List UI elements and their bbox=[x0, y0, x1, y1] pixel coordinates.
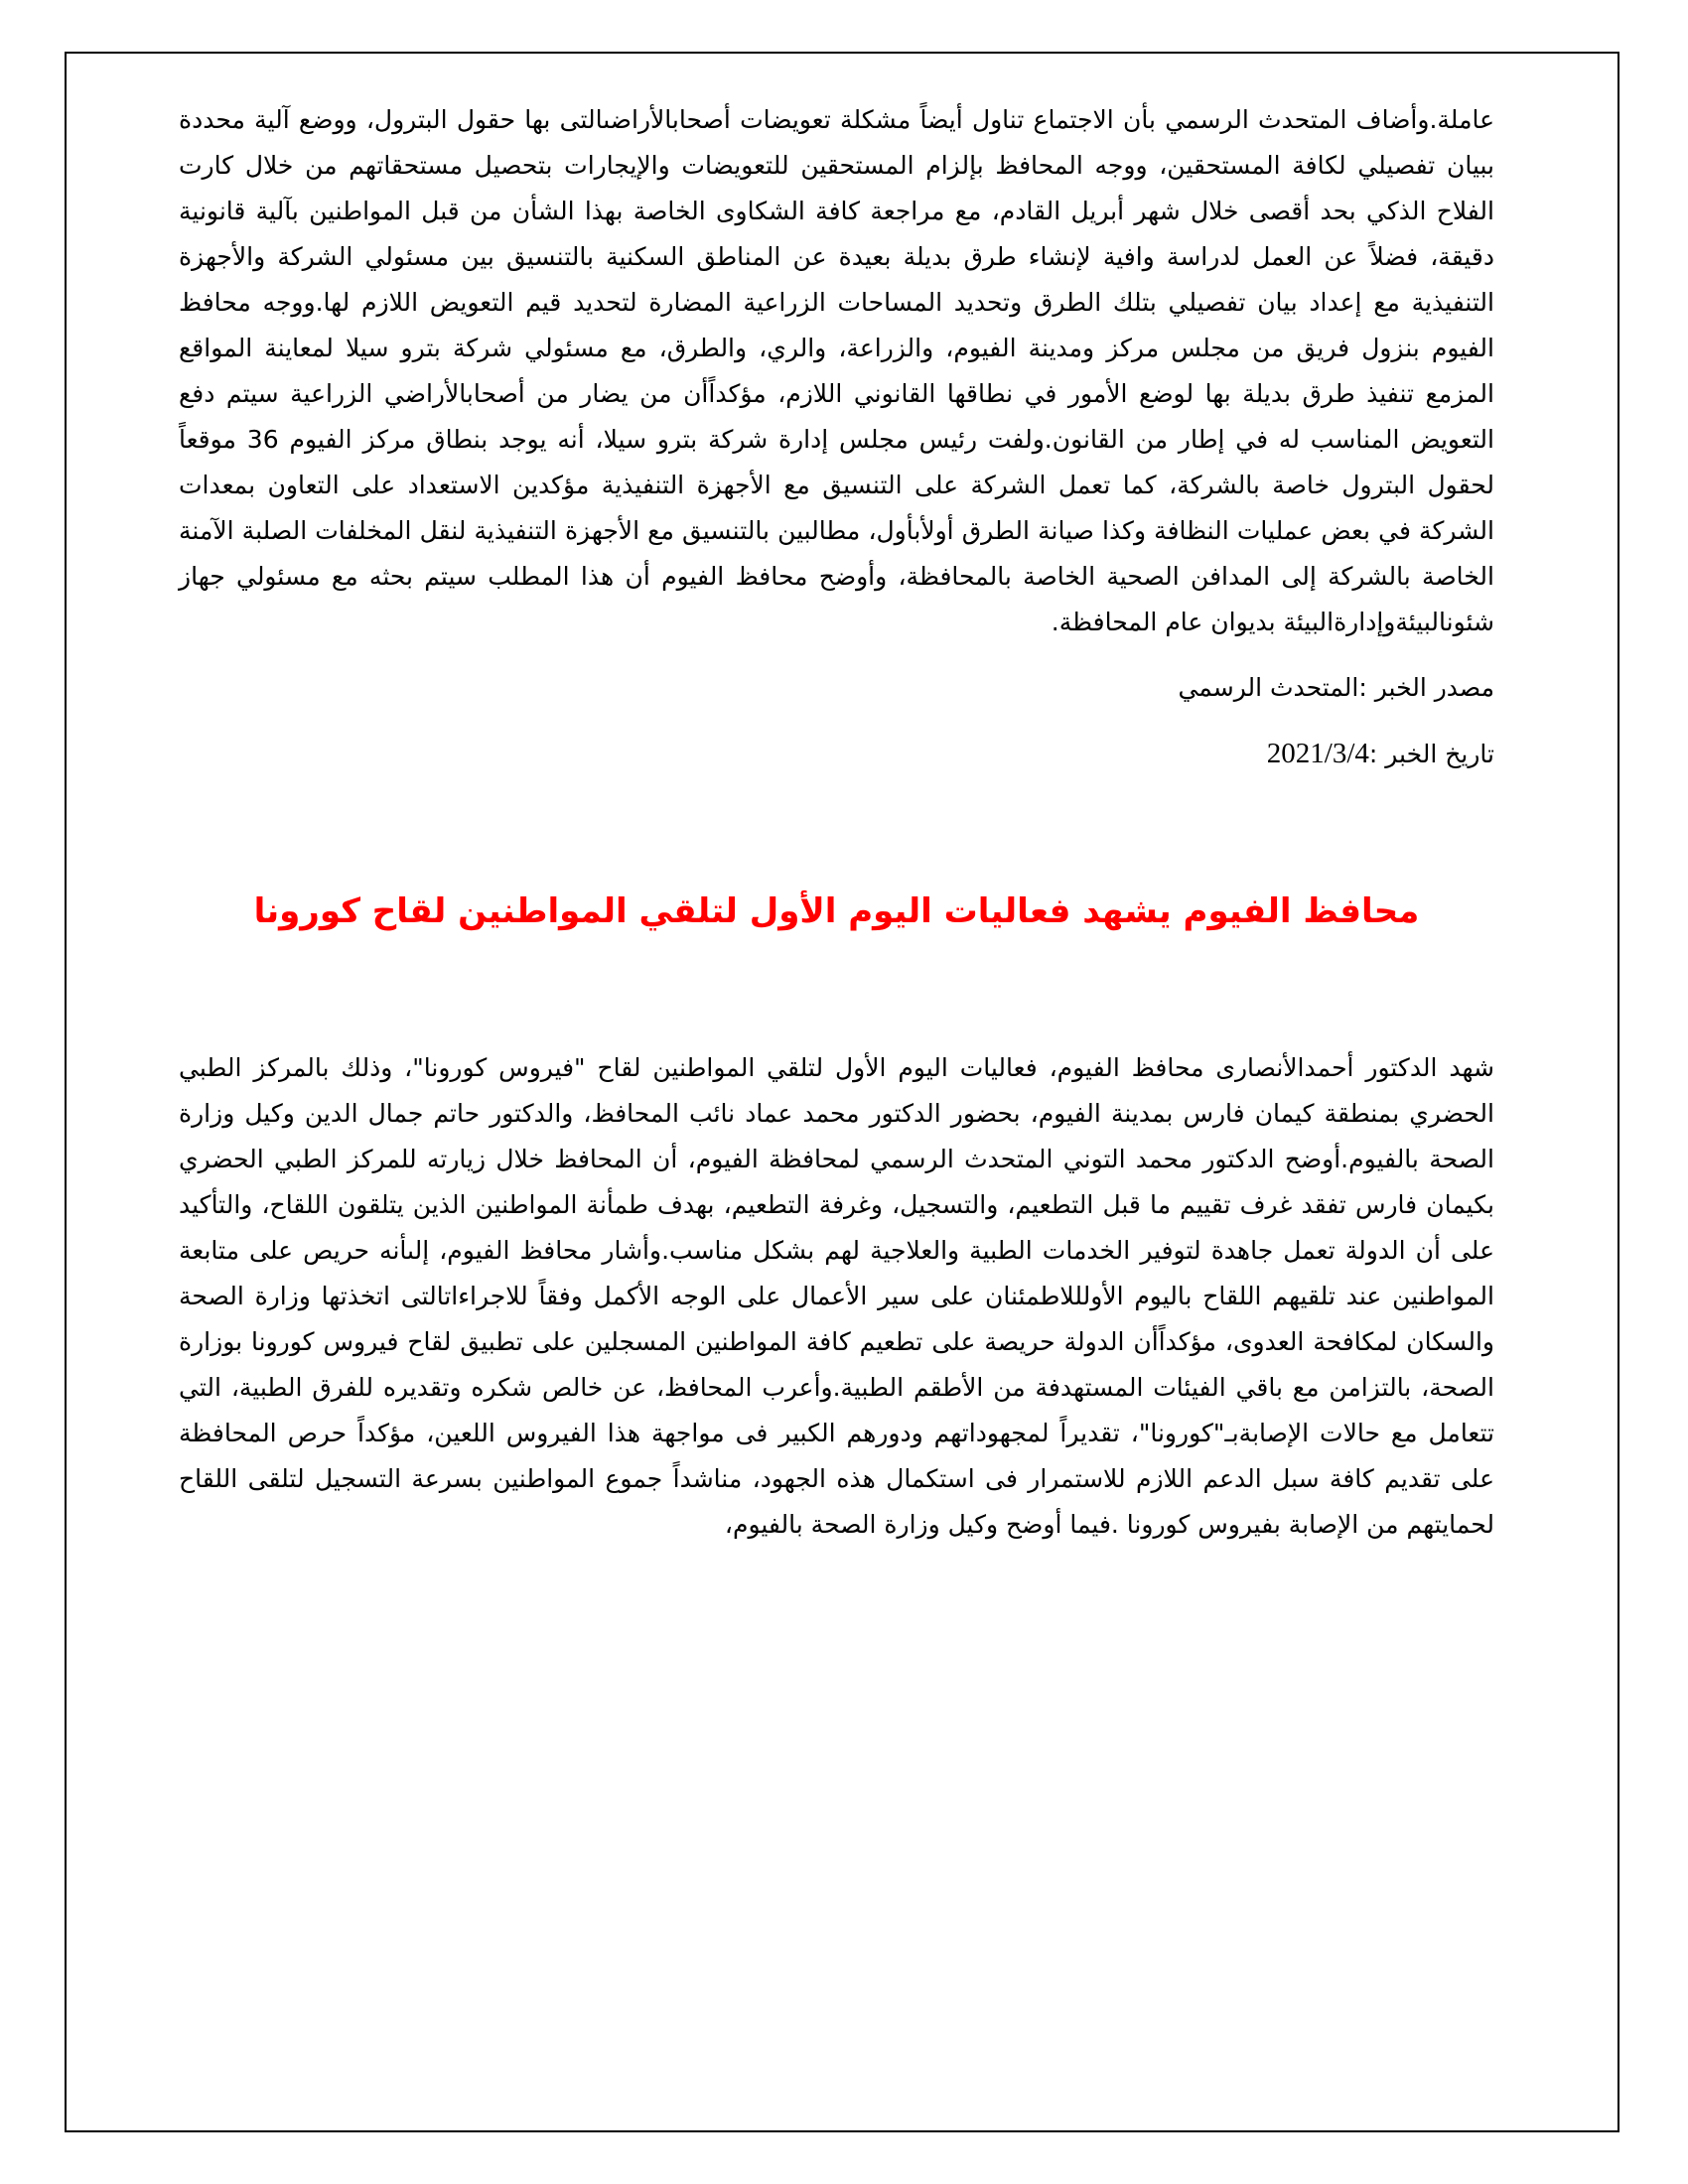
news-date-line bbox=[179, 731, 1494, 777]
news-source-value: المتحدث الرسمي bbox=[1178, 673, 1359, 702]
news-source-line bbox=[179, 665, 1494, 711]
news-date-value: 2021/3/4 bbox=[1266, 738, 1369, 769]
document-content bbox=[179, 97, 1494, 1548]
news-source-label: مصدر الخبر : bbox=[1358, 673, 1494, 702]
article-headline: محافظ الفيوم يشهد فعاليات اليوم الأول لتلقي المواطنين لقاح كورونا bbox=[253, 891, 1420, 931]
news-date-label: تاريخ الخبر : bbox=[1368, 740, 1494, 768]
article-body-paragraph: شهد الدكتور أحمدالأنصارى محافظ الفيوم، فعاليات اليوم الأول لتلقي المواطنين لقاح "فيروس كورونا"، وذلك بالمركز الطبي الحضري بمنطقة كيمان فارس بمدينة الفيوم، بحضور الدكتور محمد عماد نائب المحافظ، والدكتور حاتم جمال الدين وكيل وزارة الصحة بالفيوم.أوضح الدكتور محمد التوني المتحدث الرسمي لمحافظة الفيوم، أن المحافظ خلال زيارته للمركز الطبي الحضري بكيمان فارس تفقد غرف تقييم ما قبل التطعيم، والتسجيل، وغرفة التطعيم، بهدف طمأنة المواطنين الذين يتلقون اللقاح، والتأكيد على أن الدولة تعمل جاهدة لتوفير الخدمات الطبية والعلاجية لهم بشكل مناسب.وأشار محافظ الفيوم، إلىأنه حريص على متابعة المواطنين عند تلقيهم اللقاح باليوم الأولللاطمئنان على سير الأعمال على الوجه الأكمل وفقاً للاجراءاتالتى اتخذتها وزارة الصحة والسكان لمكافحة العدوى، مؤكداًأن الدولة حريصة على تطعيم كافة المواطنين المسجلين على تطبيق لقاح فيروس كورونا بوزارة الصحة، بالتزامن مع باقي الفيئات المستهدفة من الأطقم الطبية.وأعرب المحافظ، عن خالص شكره وتقديره للفرق الطبية، التي تتعامل مع حالات الإصابةبـ"كورونا"، تقديراً لمجهوداتهم ودورهم الكبير فى مواجهة هذا الفيروس اللعين، مؤكداً حرص المحافظة على تقديم كافة سبل الدعم اللازم للاستمرار فى استكمال هذه الجهود، مناشداً جموع المواطنين بسرعة التسجيل لتلقى اللقاح لحمايتهم من الإصابة بفيروس كورونا .فيما أوضح وكيل وزارة الصحة بالفيوم، bbox=[179, 1053, 1494, 1539]
article-continuation-paragraph: عاملة.وأضاف المتحدث الرسمي بأن الاجتماع تناول أيضاً مشكلة تعويضات أصحابالأراضىالتى بها حقول البترول، ووضع آلية محددة ببيان تفصيلي لكافة المستحقين، ووجه المحافظ بإلزام المستحقين للتعويضات والإيجارات بتحصيل مستحقاتهم من خلال كارت الفلاح الذكي بحد أقصى خلال شهر أبريل القادم، مع مراجعة كافة الشكاوى الخاصة بهذا الشأن من قبل المواطنين بآلية قانونية دقيقة، فضلاً عن العمل لدراسة وافية لإنشاء طرق بديلة بعيدة عن المناطق السكنية بالتنسيق بين مسئولي الشركة والأجهزة التنفيذية مع إعداد بيان تفصيلي بتلك الطرق وتحديد المساحات الزراعية المضارة لتحديد قيم التعويض اللازم لها.ووجه محافظ الفيوم بنزول فريق من مجلس مركز ومدينة الفيوم، والزراعة، والري، والطرق، مع مسئولي شركة بترو سيلا لمعاينة المواقع المزمع تنفيذ طرق بديلة بها لوضع الأمور في نطاقها القانوني اللازم، مؤكداًأن من يضار من أصحابالأراضي الزراعية سيتم دفع التعويض المناسب له في إطار من القانون.ولفت رئيس مجلس إدارة شركة بترو سيلا، أنه يوجد بنطاق مركز الفيوم 36 موقعاً لحقول البترول خاصة بالشركة، كما تعمل الشركة على التنسيق مع الأجهزة التنفيذية مؤكدين الاستعداد على التعاون بمعدات الشركة في بعض عمليات النظافة وكذا صيانة الطرق أولأبأول، مطالبين بالتنسيق مع الأجهزة التنفيذية لنقل المخلفات الصلبة الآمنة الخاصة بالشركة إلى المدافن الصحية الخاصة بالمحافظة، وأوضح محافظ الفيوم أن هذا المطلب سيتم بحثه مع مسئولي جهاز شئونالبيئةوإدارةالبيئة بديوان عام المحافظة. bbox=[179, 105, 1494, 636]
